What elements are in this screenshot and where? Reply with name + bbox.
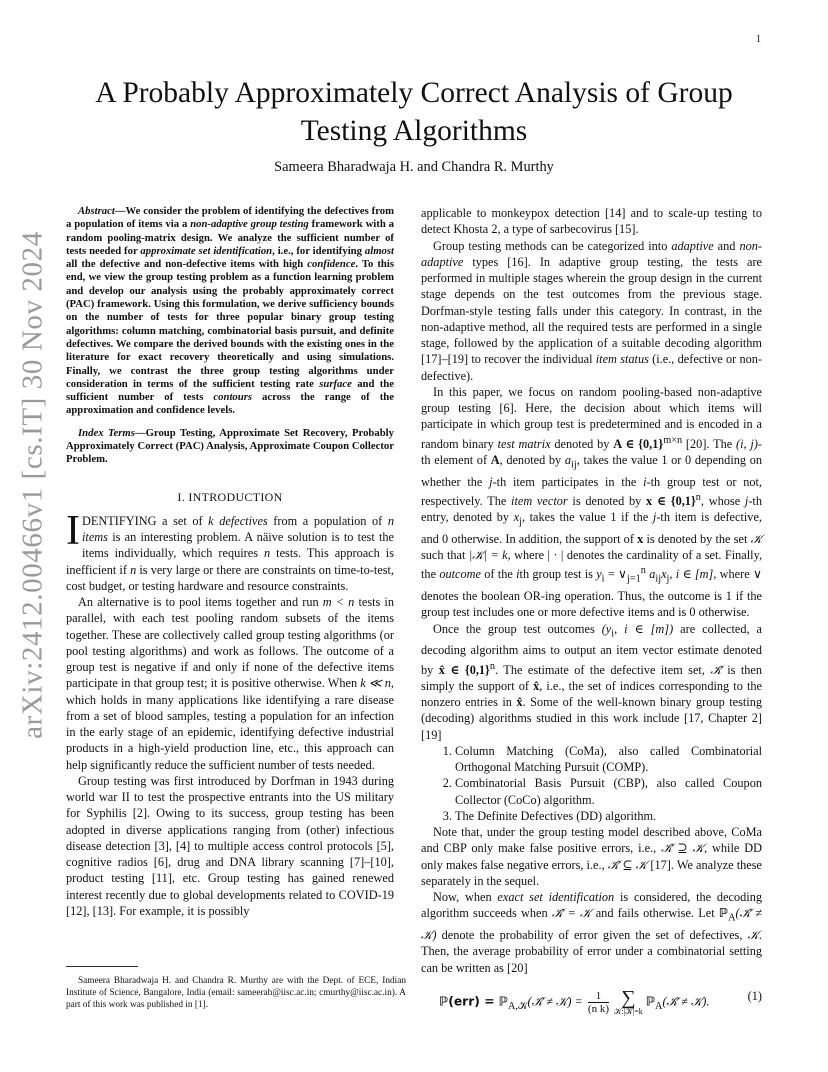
citation-link[interactable]: [15]	[614, 222, 636, 237]
citation-link[interactable]: [20]	[685, 436, 707, 451]
citation-link[interactable]: [11]	[151, 871, 172, 886]
citation-link[interactable]: [3]	[154, 838, 169, 853]
right-paragraph-3: In this paper, we focus on random pooling-based non-adaptive group testing [6]. Here, the decision about which items will participate in which group test is predetermined and is encoded in a random binary test matrix denoted by A ∈ $\{0,1\}^{m\times n}$ [20]. The (i, j)-th element of A, denoted by $a_{ij}$, takes the value 1 or 0 depending on whether the j-th item participates in the i-th group test or not, respectively. The item vector is denoted by x ∈ $\{0,1\}^n$, whose j-th entry, denoted by $x_j$, takes the value 1 if the j-th item is defective, and 0 otherwise. In addition, the support of x is denoted by the set 𝒦 such that |𝒦| = k, where | · | denotes the cardinality of a set. Finally, the outcome of the ith group test is $y_i$ = $\vee_{j=1}^n$ $a_{ij}x_j$, i ∈ [m], where ∨ denotes the boolean OR-ing operation. Thus, the outcome is 1 if the group test includes one or more defective items and is 0 otherwise.	[421, 384, 763, 620]
equation-number: (1)	[747, 989, 762, 1003]
index-terms: Index Terms—Group Testing, Approximate Set Recovery, Probably Approximately Correct (PAC) Analysis, Approximate Coupon Collector Problem.	[66, 426, 394, 466]
citation-link[interactable]: [6]	[153, 855, 169, 870]
citation-link[interactable]: [17, Chapter 2]	[683, 711, 762, 726]
right-paragraph-5: Note that, under the group testing model described above, CoMa and CBP only make false positive errors, i.e., 𝒦̂ ⊇ 𝒦, while DD only makes false negative errors, i.e., 𝒦̂ ⊆ 𝒦 [17]. We analyze these separately in the sequel.	[421, 825, 763, 888]
citation-link[interactable]: [13]	[92, 903, 114, 918]
citation-link[interactable]: [1]	[194, 999, 206, 1010]
intro-paragraph-3: Group testing was first introduced by Dorfman in 1943 during world war II to test the prospective entrants into the US military for Syphilis [2]. Owing to its success, group testing has been adopted in diverse applications ranging from (other) infectious disease detection [3], [4] to multiple access control protocols [5], cognitive radios [6], drug and DNA library scanning [7]–[10], product testing [11], etc. Group testing has gained renewed interest recently due to global developments related to COVID-19 [12], [13]. For example, it is possibly	[66, 773, 394, 918]
right-paragraph-4: Once the group test outcomes ($y_i$, i ∈ [m]) are collected, a decoding algorithm aims to output an item vector estimate denoted by x̂ ∈ $\{0,1\}^n$. The estimate of the defective item set, 𝒦̂ is then simply the support of x̂, i.e., the set of indices corresponding to the nonzero entries in x̂. Some of the well-known binary group testing (decoding) algorithms studied in this work include [17, Chapter 2] [19]	[421, 621, 762, 742]
left-column	[66, 205, 394, 919]
arxiv-stamp[interactable]	[15, 230, 51, 739]
list-item: 3. The Definite Defectives (DD) algorithm.	[455, 808, 762, 824]
dropcap: I	[66, 507, 80, 554]
citation-link[interactable]: [5]	[376, 838, 391, 853]
citation-link[interactable]: [14]	[604, 206, 626, 220]
paper-title: A Probably Approximately Correct Analysis of Group Testing Algorithms	[95, 77, 733, 147]
arxiv-stamp-text: arXiv:2412.00466v1 [cs.IT] 30 Nov 2024	[16, 230, 49, 739]
footnote-rule	[66, 966, 138, 967]
page-number: 1	[756, 34, 761, 45]
citation-link[interactable]: [2]	[132, 806, 148, 821]
paper-authors: Sameera Bharadwaja H. and Chandra R. Murthy	[274, 159, 554, 175]
citation-link[interactable]: [17]–[19]	[421, 352, 469, 367]
right-paragraph-1: applicable to monkeypox detection [14] and to scale-up testing to detect Khosta 2, a type of sarbecovirus [15].	[421, 206, 762, 237]
citation-link[interactable]: [12]	[66, 903, 87, 918]
abstract: Abstract—We consider the problem of identifying the defectives from a population of items via a non-adaptive group testing framework with a random pooling-matrix design. We analyze the sufficient number of tests needed for approximate set identification, i.e., for identifying almost all the defective and non-defective items with high confidence. To this end, we view the group testing problem as a function learning problem and develop our analysis using the probably approximately correct (PAC) framework. Using this formulation, we derive sufficiency bounds on the number of tests for three popular binary group testing algorithms: column matching, combinatorial basis pursuit, and definite defectives. We compare the derived bounds with the existing ones in the literature for exact recovery theoretically and using simulations. Finally, we contrast the three group testing algorithms under consideration in terms of the sufficient testing rate surface and the sufficient number of tests contours across the range of the approximation and confidence levels.	[66, 205, 395, 417]
citation-link[interactable]: [16]	[507, 254, 528, 269]
citation-link[interactable]: [7]–[10]	[349, 855, 391, 870]
list-item: 2. Combinatorial Basis Pursuit (CBP), also called Coupon Collector (CoCo) algorithm.	[455, 775, 762, 808]
right-paragraph-6: Now, when exact set identification is considered, the decoding algorithm succeeds when 𝒦̂ = 𝒦 and fails otherwise. Let ℙ$_A$(𝒦̂ ≠ 𝒦) denote the probability of error given the set of defectives, 𝒦. Then, the average probability of error under a combinatorial setting can be written as [20]	[421, 890, 763, 975]
section-heading-introduction: I. INTRODUCTION	[177, 489, 283, 504]
equation-body: ℙ(err) = ℙ$_{A,𝒦}$(𝒦̂ ≠ 𝒦) = $\frac{1}{\text{(n k)}}$ ∑ 𝒦:|𝒦|=k ℙ$_A$(𝒦̂ ≠ 𝒦).	[439, 987, 710, 1016]
intro-paragraph-2: An alternative is to pool items together and run m < n tests in parallel, with each test pooling random subsets of the items together. These are collectively called group testing algorithms (or pool testing algorithms) and work as follows. The outcome of a group test is negative if and only if none of the defective items participate in that group test; it is positive otherwise. When k ≪ n, which holds in many applications like identifying a rare disease from a set of blood samples, testing a population for an infection in the early stage of an epidemic, identifying defective industrial products in a high-yield production line, etc., this approach can help significantly reduce the sufficient number of tests needed.	[66, 595, 395, 772]
right-paragraph-2: Group testing methods can be categorized into adaptive and non-adaptive types [16]. In adaptive group testing, the tests are performed in multiple stages wherein the group design in the current stage depends on the test outcomes from the previous stage. Dorfman-style testing falls under this category. In contrast, in the non-adaptive method, all the required tests are performed in a single stage, followed by the application of a suitable decoding algorithm [17]–[19] to recover the individual item status (i.e., defective or non-defective).	[421, 238, 763, 383]
citation-link[interactable]: [6]	[499, 401, 514, 415]
intro-paragraph-1: IDENTIFYING a set of k defectives from a population of n items is an interesting problem. A näive solution is to test the items individually, which requires n tests. This approach is inefficient if n is very large or there are constraints on time-to-test, cost budget, or testing hardware and resource constraints.	[66, 507, 394, 593]
citation-link[interactable]: [20]	[507, 960, 528, 975]
fraction: $\frac{1}{\text{(n k)}}$	[587, 990, 609, 1015]
right-column	[421, 205, 762, 976]
citation-link[interactable]: [19]	[421, 727, 442, 742]
equation-1	[421, 985, 762, 1019]
list-item: 1. Column Matching (CoMa), also called Combinatorial Orthogonal Matching Pursuit (COMP).	[455, 743, 762, 776]
citation-link[interactable]: [17]	[650, 857, 671, 872]
citation-link[interactable]: [4]	[175, 838, 191, 853]
footnote: Sameera Bharadwaja H. and Chandra R. Murthy are with the Dept. of ECE, Indian Institute of Science, Bangalore, India (email: sameerah@iisc.ac.in; cmurthy@iisc.ac.in). A part of this work was published in [1].	[66, 976, 406, 1010]
algorithm-list	[421, 743, 762, 824]
summation: ∑ 𝒦:|𝒦|=k	[614, 987, 643, 1016]
